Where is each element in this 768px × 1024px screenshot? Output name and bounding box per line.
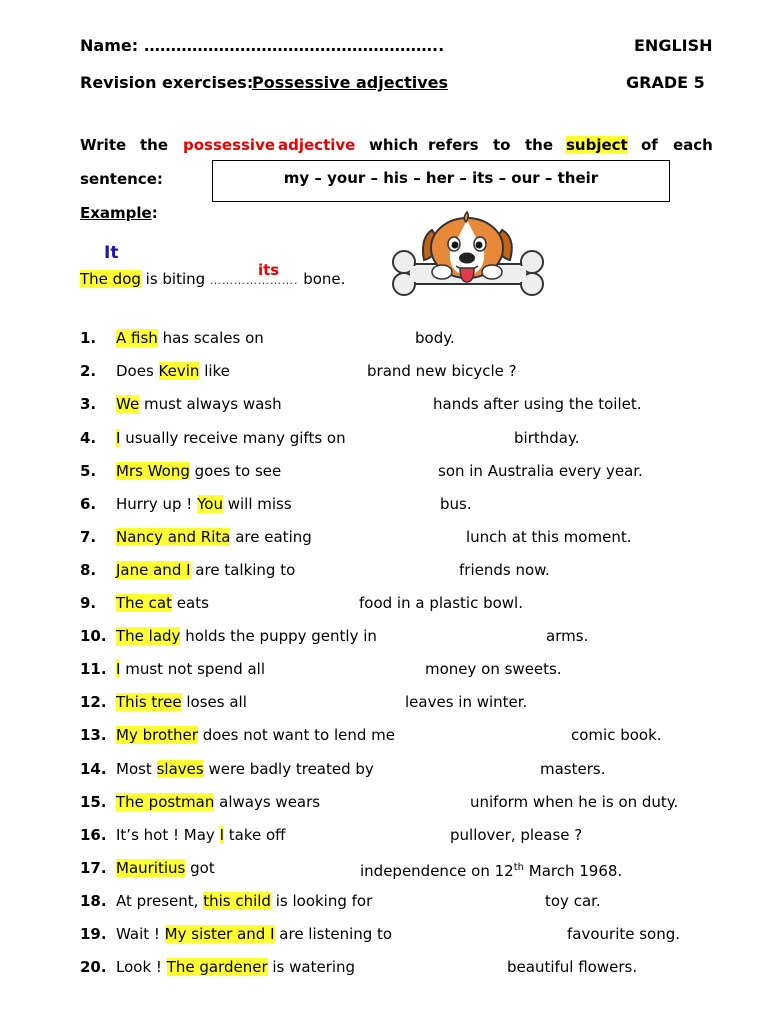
question-row [80,824,720,846]
question-row [80,956,720,978]
question-number: 10. [80,627,107,645]
question-text: must always wash [139,395,282,413]
word-bank-box [212,160,670,202]
question-row [80,592,720,614]
question-after-blank [459,559,550,581]
question-after-blank [545,890,601,912]
question-row [80,625,720,647]
instr-word: which [369,136,419,154]
question-text: must not spend all [120,660,266,678]
question-number: 8. [80,561,97,579]
question-text: bus. [440,495,472,513]
question-text: arms. [546,627,589,645]
question-text: usually receive many gifts on [120,429,346,447]
question-text: is watering [267,958,356,976]
instr-word: the [525,136,554,154]
instruction-line-2: sentence: [80,170,163,188]
title-topic: Possessive adjectives [252,73,449,92]
instr-word: Write [80,136,127,154]
question-subject: Kevin [158,362,200,380]
question-text: uniform when he is on duty. [470,793,679,811]
question-subject: I [116,429,121,447]
example-pronoun: It [104,243,119,263]
question-number: 12. [80,693,107,711]
question-after-blank [415,327,455,349]
question-subject: You [197,495,223,513]
example-sentence [80,268,345,290]
question-row [80,393,720,415]
question-after-blank [466,526,631,548]
question-text: independence on 12 [360,862,514,880]
question-after-blank [367,360,517,382]
question-text: goes to see [189,462,282,480]
instruction-line [80,136,713,156]
question-after-blank [433,393,642,415]
question-subject: Mauritius [116,859,186,877]
question-row [80,360,720,382]
question-subject: My brother [116,726,198,744]
question-subject: slaves [156,760,204,778]
question-text: holds the puppy gently in [180,627,377,645]
question-row [80,493,720,515]
question-row [80,460,720,482]
question-after-blank [567,923,680,945]
question-number: 6. [80,495,97,513]
question-number: 15. [80,793,107,811]
example-subject: The dog [80,270,141,288]
question-after-blank [438,460,643,482]
question-text: body. [415,329,455,347]
question-text: is looking for [270,892,373,910]
example-middle: is biting [140,270,210,288]
question-after-blank [470,791,678,813]
question-row [80,427,720,449]
question-after-blank [540,758,605,780]
question-text: Hurry up ! [116,495,198,513]
question-subject: The postman [116,793,215,811]
question-number: 18. [80,892,107,910]
question-text: take off [224,826,286,844]
question-row [80,890,720,912]
question-text: brand new bicycle ? [367,362,517,380]
question-text: are listening to [274,925,393,943]
question-text: leaves in winter. [405,693,528,711]
example-end: bone. [298,270,346,288]
example-label: Example [80,204,152,222]
question-text: got [185,859,215,877]
question-row [80,526,720,548]
title-prefix: Revision exercises: [80,73,254,92]
question-after-blank [359,592,523,614]
question-row [80,724,720,746]
instr-word-red: adjective [278,136,356,154]
question-text: Look ! [116,958,167,976]
question-subject: My sister and I [164,925,275,943]
question-subject: The cat [116,594,172,612]
dog-with-bone-icon [390,208,545,300]
question-text: favourite song. [567,925,681,943]
question-number: 14. [80,760,107,778]
question-text: are eating [230,528,312,546]
instr-word: the [140,136,169,154]
question-number: 2. [80,362,97,380]
grade-label: GRADE 5 [626,73,705,92]
question-text: lunch at this moment. [466,528,632,546]
question-text: pullover, please ? [450,826,583,844]
question-row [80,791,720,813]
question-text: were badly treated by [203,760,374,778]
instr-word-subject: subject [566,136,628,154]
question-row [80,559,720,581]
question-text: beautiful flowers. [507,958,638,976]
question-text: money on sweets. [425,660,562,678]
instr-word: to [493,136,511,154]
question-row [80,658,720,680]
question-text: toy car. [545,892,601,910]
question-text: At present, [116,892,204,910]
question-subject: A fish [116,329,158,347]
question-row [80,327,720,349]
question-after-blank [546,625,588,647]
question-number: 17. [80,859,107,877]
question-subject: Jane and I [116,561,191,579]
question-text: March 1968. [524,862,623,880]
question-text: like [199,362,230,380]
question-row [80,923,720,945]
name-dots[interactable]: ……………………………………………….. [144,36,445,55]
example-heading [80,204,158,222]
question-number: 7. [80,528,97,546]
question-text: comic book. [571,726,662,744]
question-text: loses all [181,693,247,711]
example-colon: : [151,204,158,222]
question-row [80,691,720,713]
instr-word: each [673,136,713,154]
question-text: always wears [214,793,321,811]
question-after-blank [440,493,472,515]
question-after-blank [507,956,637,978]
instr-word: refers [428,136,479,154]
question-text: Wait ! [116,925,165,943]
name-label: Name: [80,36,139,55]
question-subject: We [116,395,140,413]
question-text: Most [116,760,157,778]
subject-label: ENGLISH [634,36,713,55]
question-text: eats [172,594,209,612]
question-subject: I [219,826,224,844]
question-text: does not want to lend me [197,726,396,744]
question-subject: Mrs Wong [116,462,190,480]
question-subject: Nancy and Rita [116,528,231,546]
question-number: 9. [80,594,97,612]
question-text: food in a plastic bowl. [359,594,523,612]
question-text: masters. [540,760,606,778]
question-text: are talking to [190,561,296,579]
word-bank: my – your – his – her – its – our – their [283,169,599,187]
question-text: birthday. [514,429,580,447]
question-number: 3. [80,395,97,413]
question-number: 1. [80,329,97,347]
question-row [80,758,720,780]
question-subject: The gardener [166,958,268,976]
question-text: son in Australia every year. [438,462,643,480]
question-subject: this child [203,892,271,910]
question-subject: I [116,660,121,678]
question-after-blank [425,658,562,680]
question-text: Does [116,362,159,380]
question-number: 20. [80,958,107,976]
question-subject: This tree [116,693,182,711]
question-number: 16. [80,826,107,844]
example-blank: …………………. [209,274,299,287]
question-number: 11. [80,660,107,678]
question-after-blank [514,427,579,449]
instr-word: of [641,136,658,154]
question-after-blank [405,691,527,713]
question-number: 5. [80,462,97,480]
question-superscript: th [513,862,524,873]
instr-word-red: possessive [183,136,276,154]
question-number: 4. [80,429,97,447]
example-answer: its [258,261,280,279]
question-text: will miss [222,495,292,513]
question-row [80,857,720,879]
question-after-blank [360,857,622,882]
question-number: 13. [80,726,107,744]
question-subject: The lady [116,627,181,645]
question-text: It’s hot ! May [116,826,220,844]
question-text: hands after using the toilet. [433,395,642,413]
question-text: has scales on [157,329,264,347]
question-number: 19. [80,925,107,943]
question-text: friends now. [459,561,550,579]
question-after-blank [450,824,582,846]
question-after-blank [571,724,662,746]
